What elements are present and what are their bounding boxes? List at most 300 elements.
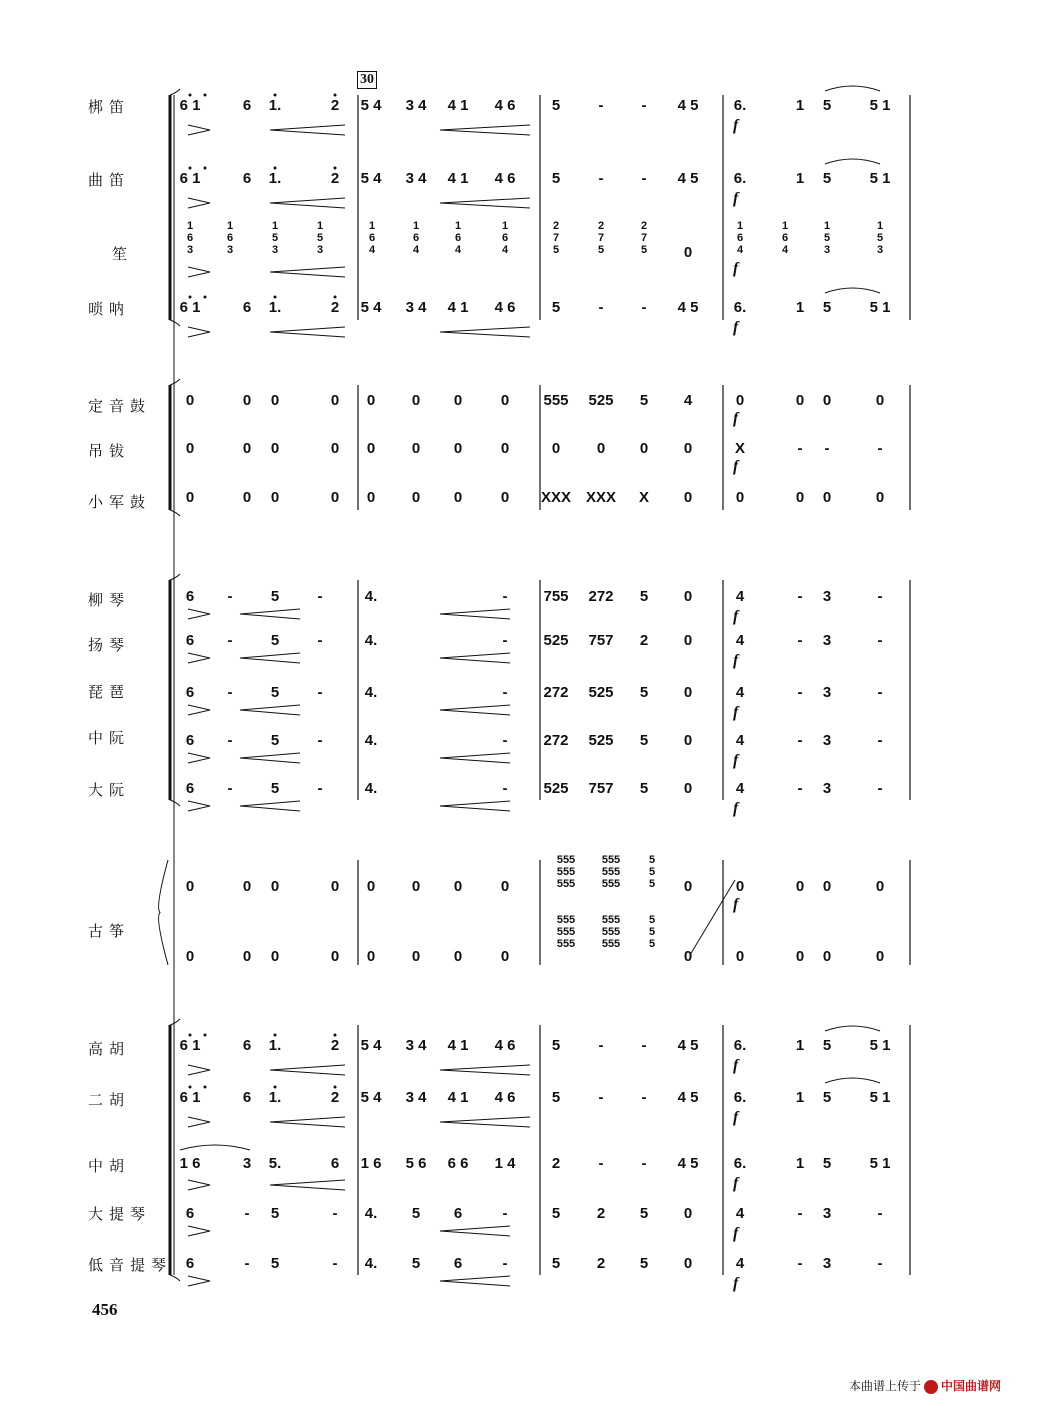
note: 4 6 <box>494 1089 516 1106</box>
note: 5 <box>639 684 649 701</box>
guzheng-chord-note: 5 <box>648 914 656 926</box>
rest: 0 <box>242 878 252 895</box>
label-daruan: 大阮 <box>88 781 131 799</box>
crescendo-hairpin <box>270 267 345 277</box>
dynamic-forte: f <box>733 117 739 134</box>
dynamic-forte: f <box>733 319 739 336</box>
note: 6 <box>185 1205 195 1222</box>
note: 4. <box>364 1205 378 1222</box>
note: - <box>317 632 323 649</box>
label-suona: 唢呐 <box>88 300 131 318</box>
guzheng-chord-note: 5 <box>648 926 656 938</box>
note: 6 <box>242 1089 252 1106</box>
note: 6 <box>330 1155 340 1172</box>
label-yangqin: 扬琴 <box>88 636 131 654</box>
note: 1 <box>795 1089 805 1106</box>
decrescendo-hairpin <box>188 1180 210 1190</box>
rest: 0 <box>411 440 421 457</box>
label-gaohu: 高胡 <box>88 1040 131 1058</box>
decrescendo-hairpin <box>188 327 210 337</box>
guzheng-chord-note: 5 <box>648 854 656 866</box>
guzheng-chord-note: 555 <box>556 938 576 950</box>
decrescendo-hairpin <box>188 609 210 619</box>
sheng-chord-note: 7 <box>597 232 605 244</box>
bracket-hook <box>170 510 180 516</box>
note: 3 4 <box>405 170 427 187</box>
note: 0 <box>683 1255 693 1272</box>
sheng-chord-note: 1 <box>368 220 376 232</box>
rest: 0 <box>822 489 832 506</box>
note: 5. <box>268 1155 282 1172</box>
crescendo-hairpin <box>270 1180 345 1190</box>
note: 5 4 <box>360 299 382 316</box>
page-number: 456 <box>92 1300 118 1319</box>
note: - <box>502 1205 508 1222</box>
rest: 0 <box>735 392 745 409</box>
label-zhongruan: 中阮 <box>88 729 131 747</box>
sheng-chord-note: 6 <box>412 232 420 244</box>
note: 4 1 <box>447 170 469 187</box>
note: 5 <box>639 732 649 749</box>
sheng-chord-note: 3 <box>186 244 194 256</box>
decrescendo-hairpin <box>188 267 210 277</box>
note: 0 <box>683 732 693 749</box>
note: 5 <box>822 1037 832 1054</box>
sheng-chord-note: 5 <box>876 232 884 244</box>
note: 4. <box>364 684 378 701</box>
rest: 0 <box>411 878 421 895</box>
note: - <box>317 588 323 605</box>
rest: 0 <box>411 392 421 409</box>
label-dingyingu: 定音鼓 <box>88 397 152 415</box>
note: - <box>598 1089 604 1106</box>
rest: 0 <box>411 948 421 965</box>
note: 5 <box>639 588 649 605</box>
note: 0 <box>683 632 693 649</box>
note: - <box>641 170 647 187</box>
note: X <box>638 489 650 506</box>
note: 6 <box>185 632 195 649</box>
sheng-chord-note: 1 <box>876 220 884 232</box>
dynamic-forte: f <box>733 190 739 207</box>
dynamic-forte: f <box>733 1275 739 1292</box>
sheng-chord-note: 1 <box>186 220 194 232</box>
note: 0 <box>683 780 693 797</box>
note: 6. <box>733 1089 747 1106</box>
crescendo-hairpin <box>270 198 345 208</box>
dynamic-forte: f <box>733 1057 739 1074</box>
crescendo-hairpin <box>440 609 510 619</box>
rest: 0 <box>270 948 280 965</box>
note: 3 <box>822 1255 832 1272</box>
rest: 0 <box>453 392 463 409</box>
sheng-chord-note: 1 <box>271 220 279 232</box>
note: - <box>332 1255 338 1272</box>
guzheng-chord-note: 555 <box>601 914 621 926</box>
rest: 0 <box>185 489 195 506</box>
note: 5 <box>270 1255 280 1272</box>
note: - <box>877 1205 883 1222</box>
label-cello: 大提琴 <box>88 1205 152 1223</box>
note: 1. <box>268 97 282 114</box>
bracket-hook <box>170 320 180 326</box>
note: 6 <box>185 780 195 797</box>
sheng-chord-note: 6 <box>226 232 234 244</box>
label-guzheng: 古筝 <box>88 922 131 940</box>
decrescendo-hairpin <box>188 705 210 715</box>
note: 4. <box>364 780 378 797</box>
rest: 0 <box>270 440 280 457</box>
guzheng-chord-note: 555 <box>556 866 576 878</box>
crescendo-hairpin <box>440 1226 510 1236</box>
rest: 0 <box>366 489 376 506</box>
rest: 0 <box>185 392 195 409</box>
note: 0 <box>683 588 693 605</box>
rest: 0 <box>242 392 252 409</box>
note: 3 <box>822 632 832 649</box>
note: 4 5 <box>677 1155 699 1172</box>
dynamic-forte: f <box>733 608 739 625</box>
rest: 0 <box>683 244 693 261</box>
note: 5 <box>822 170 832 187</box>
note: - <box>797 1205 803 1222</box>
rest: 0 <box>795 392 805 409</box>
crescendo-hairpin <box>440 125 530 135</box>
note: 5 <box>639 1255 649 1272</box>
sheng-chord-note: 6 <box>781 232 789 244</box>
note: - <box>227 780 233 797</box>
note: 4 5 <box>677 97 699 114</box>
note: 5 <box>639 1205 649 1222</box>
note: 3 <box>822 684 832 701</box>
octave-dot <box>204 1086 207 1089</box>
rest: 0 <box>735 489 745 506</box>
note: 6 1 <box>179 299 201 316</box>
note: 6 1 <box>179 97 201 114</box>
note: - <box>877 684 883 701</box>
note: - <box>598 1037 604 1054</box>
note: 555 <box>543 392 569 409</box>
note: 0 <box>639 440 649 457</box>
dynamic-forte: f <box>733 1225 739 1242</box>
note: - <box>227 684 233 701</box>
footer-prefix: 本曲谱上传于 <box>849 1379 922 1393</box>
label-bangdi: 梆笛 <box>88 98 131 116</box>
note: 5 <box>551 299 561 316</box>
octave-dot <box>204 296 207 299</box>
decrescendo-hairpin <box>188 198 210 208</box>
crescendo-hairpin <box>240 705 300 715</box>
octave-dot <box>204 1034 207 1037</box>
note: - <box>877 780 883 797</box>
note: 1 <box>795 1037 805 1054</box>
sheng-chord-note: 3 <box>226 244 234 256</box>
note: 6 <box>453 1205 463 1222</box>
sheng-chord-note: 6 <box>186 232 194 244</box>
rest: 0 <box>453 489 463 506</box>
note: 525 <box>588 732 614 749</box>
note: - <box>244 1205 250 1222</box>
decrescendo-hairpin <box>188 1276 210 1286</box>
note: 5 <box>411 1205 421 1222</box>
note: 0 <box>596 440 606 457</box>
note: 3 4 <box>405 299 427 316</box>
note: - <box>502 684 508 701</box>
sheng-chord-note: 2 <box>597 220 605 232</box>
rest: 0 <box>330 948 340 965</box>
rest: 0 <box>242 948 252 965</box>
dynamic-forte: f <box>733 410 739 427</box>
note: - <box>502 780 508 797</box>
crescendo-hairpin <box>270 327 345 337</box>
note: 3 4 <box>405 1089 427 1106</box>
sheng-chord-note: 3 <box>271 244 279 256</box>
note: - <box>824 440 830 457</box>
note: 4 6 <box>494 97 516 114</box>
crescendo-hairpin <box>240 609 300 619</box>
note: - <box>877 1255 883 1272</box>
octave-dot <box>204 167 207 170</box>
note: 3 <box>822 588 832 605</box>
note: - <box>797 684 803 701</box>
note: 1 <box>795 170 805 187</box>
note: 1 6 <box>360 1155 382 1172</box>
note: 5 <box>551 97 561 114</box>
note: 757 <box>588 632 614 649</box>
crescendo-hairpin <box>440 1065 530 1075</box>
note: 6 <box>242 1037 252 1054</box>
rest: 0 <box>822 948 832 965</box>
note: 272 <box>543 684 569 701</box>
rest: 0 <box>795 878 805 895</box>
note: 6 1 <box>179 1037 201 1054</box>
note: 2 <box>330 299 340 316</box>
note: 2 <box>551 1155 561 1172</box>
bracket-hook <box>170 574 180 580</box>
note: 0 <box>683 440 693 457</box>
rest: 0 <box>453 948 463 965</box>
note: 1 <box>795 97 805 114</box>
note: - <box>641 299 647 316</box>
note: 6. <box>733 170 747 187</box>
note: 6 <box>453 1255 463 1272</box>
note: 3 <box>242 1155 252 1172</box>
rest: 0 <box>366 440 376 457</box>
sheng-chord-note: 5 <box>316 232 324 244</box>
sheng-chord-note: 1 <box>412 220 420 232</box>
note: - <box>502 632 508 649</box>
sheng-chord-note: 3 <box>823 244 831 256</box>
note: 4 6 <box>494 170 516 187</box>
rest: 0 <box>366 878 376 895</box>
note: 3 <box>822 1205 832 1222</box>
decrescendo-hairpin <box>188 1226 210 1236</box>
note: XXX <box>540 489 572 506</box>
note: 4 <box>735 588 745 605</box>
note: 5 6 <box>405 1155 427 1172</box>
note: 2 <box>330 170 340 187</box>
note: 4 6 <box>494 299 516 316</box>
note: 5 1 <box>869 1155 891 1172</box>
note: 525 <box>588 392 614 409</box>
note: 525 <box>543 780 569 797</box>
guzheng-chord-note: 555 <box>556 854 576 866</box>
dynamic-forte: f <box>733 1175 739 1192</box>
sheng-chord-note: 1 <box>501 220 509 232</box>
glissando-line <box>690 880 735 955</box>
note: 4 <box>735 780 745 797</box>
sheng-chord-note: 5 <box>597 244 605 256</box>
sheng-chord-note: 2 <box>640 220 648 232</box>
note: 4. <box>364 632 378 649</box>
note: 6 <box>242 299 252 316</box>
note: 4 <box>735 732 745 749</box>
rest: 0 <box>330 392 340 409</box>
note: - <box>877 588 883 605</box>
sheng-chord-note: 1 <box>781 220 789 232</box>
sheng-chord-note: 3 <box>316 244 324 256</box>
note: 5 <box>270 588 280 605</box>
note: - <box>502 732 508 749</box>
rest: 0 <box>875 489 885 506</box>
rest: 0 <box>500 948 510 965</box>
rest: 0 <box>242 440 252 457</box>
note: - <box>598 170 604 187</box>
label-contrabass: 低音提琴 <box>88 1256 173 1274</box>
rest: 0 <box>500 392 510 409</box>
brace <box>159 860 168 965</box>
tie <box>825 288 880 293</box>
crescendo-hairpin <box>270 1065 345 1075</box>
guzheng-chord-note: 555 <box>601 878 621 890</box>
sheng-chord-note: 4 <box>781 244 789 256</box>
sheng-chord-note: 5 <box>552 244 560 256</box>
note: 5 4 <box>360 170 382 187</box>
label-qudi: 曲笛 <box>88 171 131 189</box>
rest: 0 <box>330 440 340 457</box>
note: - <box>598 97 604 114</box>
rest: 0 <box>185 878 195 895</box>
note: 4. <box>364 588 378 605</box>
sheng-chord-note: 1 <box>736 220 744 232</box>
guzheng-chord-note: 5 <box>648 938 656 950</box>
sheng-chord-note: 4 <box>736 244 744 256</box>
octave-dot <box>204 94 207 97</box>
note: 525 <box>543 632 569 649</box>
note: - <box>797 780 803 797</box>
bracket-hook <box>170 1275 180 1281</box>
note: 5 <box>551 170 561 187</box>
note: 3 <box>822 780 832 797</box>
sheng-chord-note: 4 <box>501 244 509 256</box>
note: - <box>641 1155 647 1172</box>
note: XXX <box>585 489 617 506</box>
note: 6. <box>733 299 747 316</box>
rest: 0 <box>185 440 195 457</box>
note: 4 5 <box>677 1037 699 1054</box>
note: 5 <box>411 1255 421 1272</box>
tie <box>825 1026 880 1031</box>
decrescendo-hairpin <box>188 125 210 135</box>
note: 5 <box>639 392 649 409</box>
label-xiaojungu: 小军鼓 <box>88 493 152 511</box>
rest: 0 <box>500 489 510 506</box>
note: 2 <box>596 1255 606 1272</box>
note: - <box>332 1205 338 1222</box>
rest: 0 <box>875 948 885 965</box>
dynamic-forte: f <box>733 652 739 669</box>
note: 272 <box>588 588 614 605</box>
label-diaobo: 吊钹 <box>88 442 131 460</box>
note: 5 4 <box>360 1037 382 1054</box>
note: - <box>877 732 883 749</box>
rest: 0 <box>366 948 376 965</box>
note: 5 <box>551 1089 561 1106</box>
note: - <box>797 440 803 457</box>
note: 2 <box>330 1037 340 1054</box>
note: 0 <box>551 440 561 457</box>
note: 1. <box>268 1089 282 1106</box>
note: 5 4 <box>360 1089 382 1106</box>
sheng-chord-note: 6 <box>368 232 376 244</box>
decrescendo-hairpin <box>188 801 210 811</box>
guzheng-chord-note: 555 <box>556 926 576 938</box>
note: 2 <box>596 1205 606 1222</box>
note: 0 <box>683 489 693 506</box>
note: 6 <box>185 732 195 749</box>
note: 5 <box>822 97 832 114</box>
note: 1 <box>795 1155 805 1172</box>
crescendo-hairpin <box>270 125 345 135</box>
crescendo-hairpin <box>240 801 300 811</box>
note: - <box>877 440 883 457</box>
sheng-chord-note: 4 <box>412 244 420 256</box>
note: 5 <box>270 1205 280 1222</box>
rest: 0 <box>735 948 745 965</box>
crescendo-hairpin <box>270 1117 345 1127</box>
decrescendo-hairpin <box>188 753 210 763</box>
label-zhonghu: 中胡 <box>88 1157 131 1175</box>
note: 272 <box>543 732 569 749</box>
note: - <box>641 97 647 114</box>
guzheng-chord-note: 555 <box>556 878 576 890</box>
tie <box>825 1078 880 1083</box>
note: - <box>227 732 233 749</box>
rest: 0 <box>411 489 421 506</box>
note: 4 <box>735 1205 745 1222</box>
note: - <box>598 299 604 316</box>
sheng-chord-note: 5 <box>640 244 648 256</box>
note: 755 <box>543 588 569 605</box>
guzheng-chord-note: 555 <box>601 926 621 938</box>
note: 5 <box>270 732 280 749</box>
note: 525 <box>588 684 614 701</box>
crescendo-hairpin <box>440 198 530 208</box>
note: - <box>877 632 883 649</box>
dynamic-forte: f <box>733 752 739 769</box>
rest: 0 <box>795 948 805 965</box>
label-sheng: 笙 <box>112 245 134 263</box>
label-erhu: 二胡 <box>88 1091 131 1109</box>
guzheng-chord-note: 5 <box>648 878 656 890</box>
note: 4 5 <box>677 299 699 316</box>
note: - <box>317 780 323 797</box>
note: - <box>641 1089 647 1106</box>
note: 4 1 <box>447 1089 469 1106</box>
note: 5 1 <box>869 170 891 187</box>
note: 4. <box>364 1255 378 1272</box>
note: - <box>641 1037 647 1054</box>
